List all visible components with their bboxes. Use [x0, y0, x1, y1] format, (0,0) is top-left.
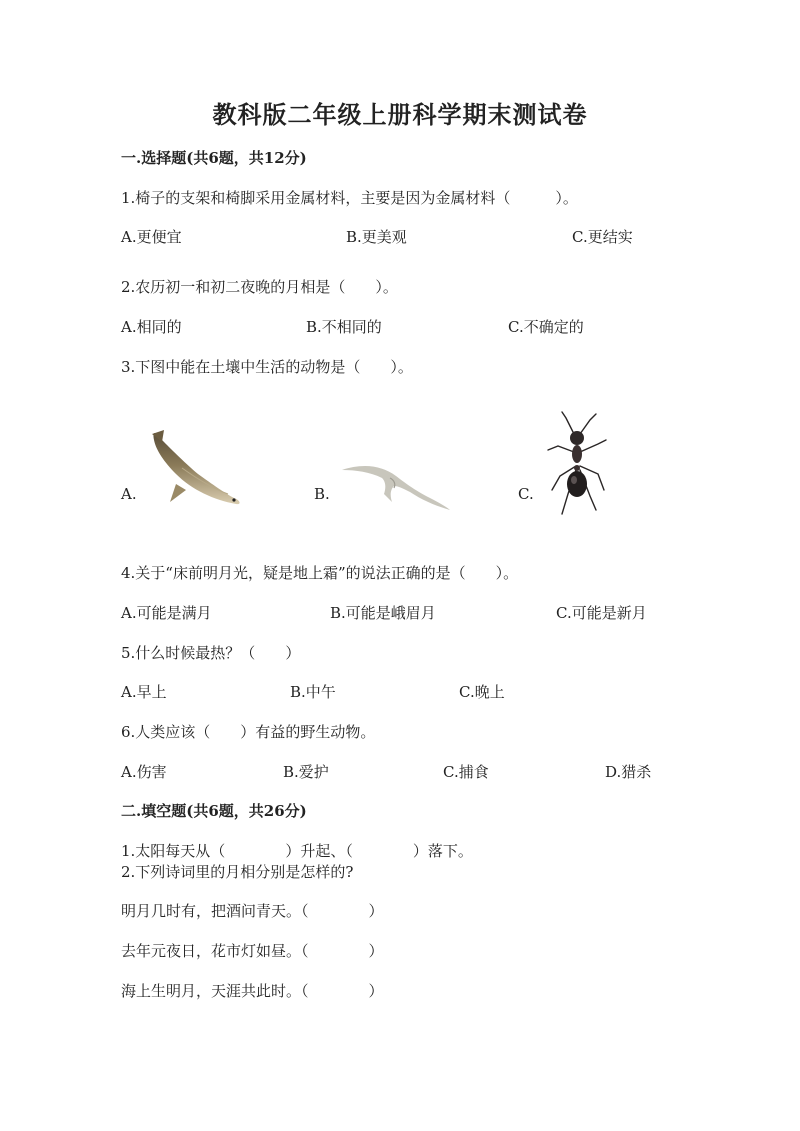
- option-d: D.猎杀: [605, 763, 652, 781]
- section-heading-choice: 一.选择题(共6题，共12分): [121, 149, 307, 167]
- option-a: A.伤害: [121, 763, 167, 781]
- option-b: B.爱护: [283, 763, 329, 781]
- question-stem: 1.椅子的支架和椅脚采用金属材料，主要是因为金属材料（ ）。: [121, 189, 578, 207]
- seagull-image: [340, 456, 452, 512]
- ant-image: [540, 410, 620, 524]
- option-b: B.中午: [290, 683, 336, 701]
- option-c: C.更结实: [572, 228, 633, 246]
- fill-line: 2.下列诗词里的月相分别是怎样的?: [121, 863, 354, 881]
- option-c: C.晚上: [459, 683, 505, 701]
- fill-line: 1.太阳每天从（ ）升起、（ ）落下。: [121, 842, 473, 860]
- page-title: 教科版二年级上册科学期末测试卷: [212, 100, 588, 129]
- question-stem: 6.人类应该（ ）有益的野生动物。: [121, 723, 376, 741]
- option-c: C.: [518, 485, 534, 503]
- option-a: A.可能是满月: [121, 604, 212, 622]
- option-c: C.可能是新月: [556, 604, 647, 622]
- question-stem: 2.农历初一和初二夜晚的月相是（ ）。: [121, 278, 398, 296]
- fill-line: 明月几时有，把酒问青天。（ ）: [121, 902, 384, 920]
- fish-image: [142, 428, 246, 514]
- option-c: C.捕食: [443, 763, 489, 781]
- option-b: B.更美观: [346, 228, 407, 246]
- fill-line: 去年元夜日，花市灯如昼。（ ）: [121, 942, 384, 960]
- option-c: C.不确定的: [508, 318, 584, 336]
- option-b: B.可能是峨眉月: [330, 604, 436, 622]
- option-a: A.: [121, 485, 137, 503]
- question-stem: 5.什么时候最热？（ ）: [121, 644, 301, 662]
- fill-line: 海上生明月，天涯共此时。（ ）: [121, 982, 384, 1000]
- question-stem: 4.关于“床前明月光，疑是地上霜”的说法正确的是（ ）。: [121, 564, 519, 582]
- option-a: A.更便宜: [121, 228, 182, 246]
- option-b: B.不相同的: [306, 318, 382, 336]
- option-a: A.相同的: [121, 318, 182, 336]
- option-a: A.早上: [121, 683, 167, 701]
- section-heading-fill: 二.填空题(共6题，共26分): [121, 802, 307, 820]
- question-stem: 3.下图中能在土壤中生活的动物是（ ）。: [121, 358, 413, 376]
- option-b: B.: [314, 485, 330, 503]
